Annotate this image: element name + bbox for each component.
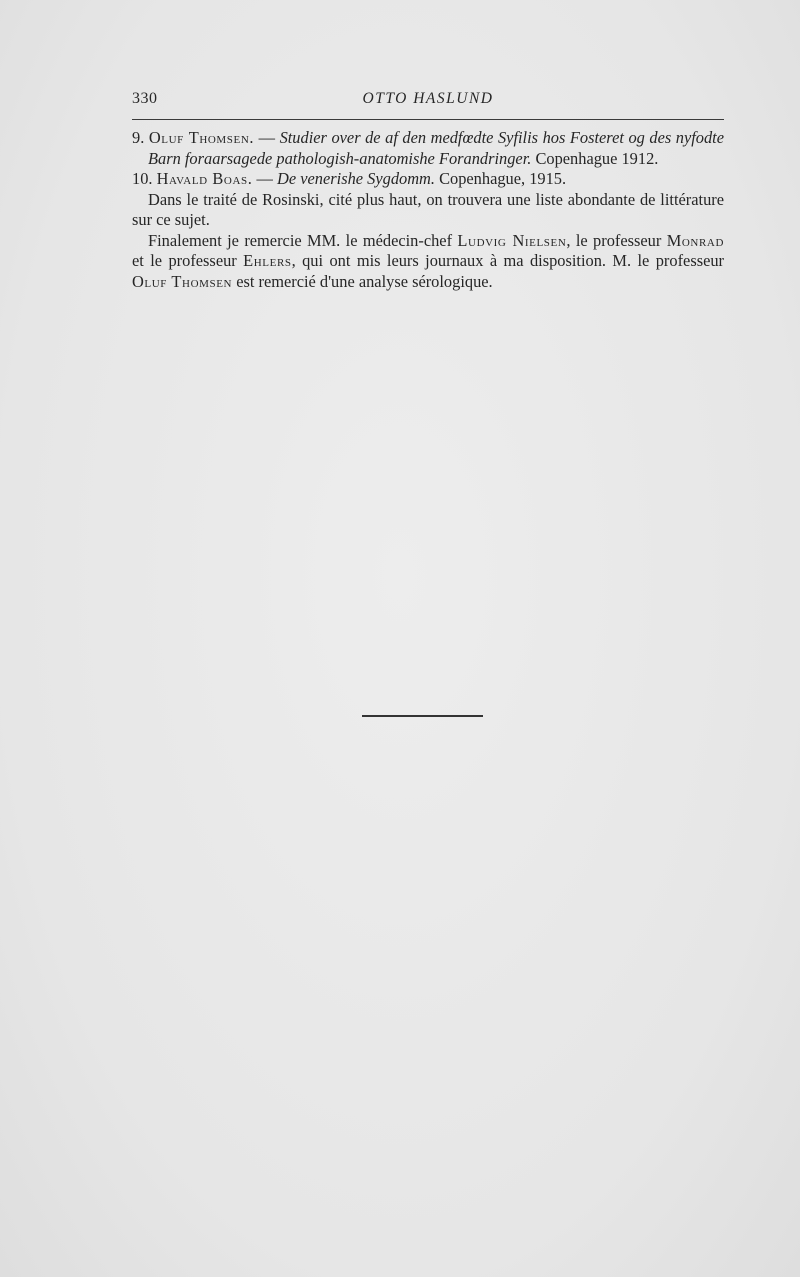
page-body <box>132 128 724 292</box>
ack-text-2: , le professeur <box>566 230 667 250</box>
ack-text-1: Finalement je remercie MM. le médecin-chef <box>148 230 458 250</box>
ack-name-ehlers: Ehlers <box>243 251 292 270</box>
reference-title: Studier over de af den medfœdte Syfilis hos Fosteret og des nyfodte Barn foraarsagede pathologish-anatomishe Forandringer. <box>148 128 725 168</box>
reference-number: 10. <box>132 169 153 188</box>
ack-text-5: est remercié d'une analyse sérologique. <box>232 271 493 291</box>
running-title: OTTO HASLUND <box>362 90 494 107</box>
ack-text-4: , qui ont mis leurs journaux à ma disposition. M. le professeur <box>291 251 725 270</box>
reference-title: De venerishe Sygdomm. <box>277 169 435 188</box>
reference-details: Copenhague, 1915. <box>434 169 567 188</box>
literature-paragraph: Dans le traité de Rosinski, cité plus haut, on trouvera une liste abondante de littérature sur ce sujet. <box>132 189 724 229</box>
reference-separator: — <box>252 169 278 188</box>
ack-name-thomsen: Oluf Thomsen <box>132 271 233 291</box>
reference-separator: — <box>254 128 280 147</box>
ack-text-3: et le professeur <box>132 251 244 270</box>
acknowledgement-paragraph <box>132 231 724 293</box>
reference-item <box>132 169 724 190</box>
ack-name-nielsen: Ludvig Nielsen <box>457 230 567 250</box>
reference-item <box>132 128 724 169</box>
end-rule <box>362 715 483 717</box>
header-rule <box>132 119 724 120</box>
reference-details: Copenhague 1912. <box>531 148 659 168</box>
page-header <box>132 90 724 112</box>
page-number: 330 <box>132 90 158 107</box>
reference-author: Oluf Thomsen. <box>148 128 255 147</box>
reference-author: Havald Boas. <box>156 169 253 188</box>
ack-name-monrad: Monrad <box>666 230 724 250</box>
reference-number: 9. <box>132 128 145 147</box>
